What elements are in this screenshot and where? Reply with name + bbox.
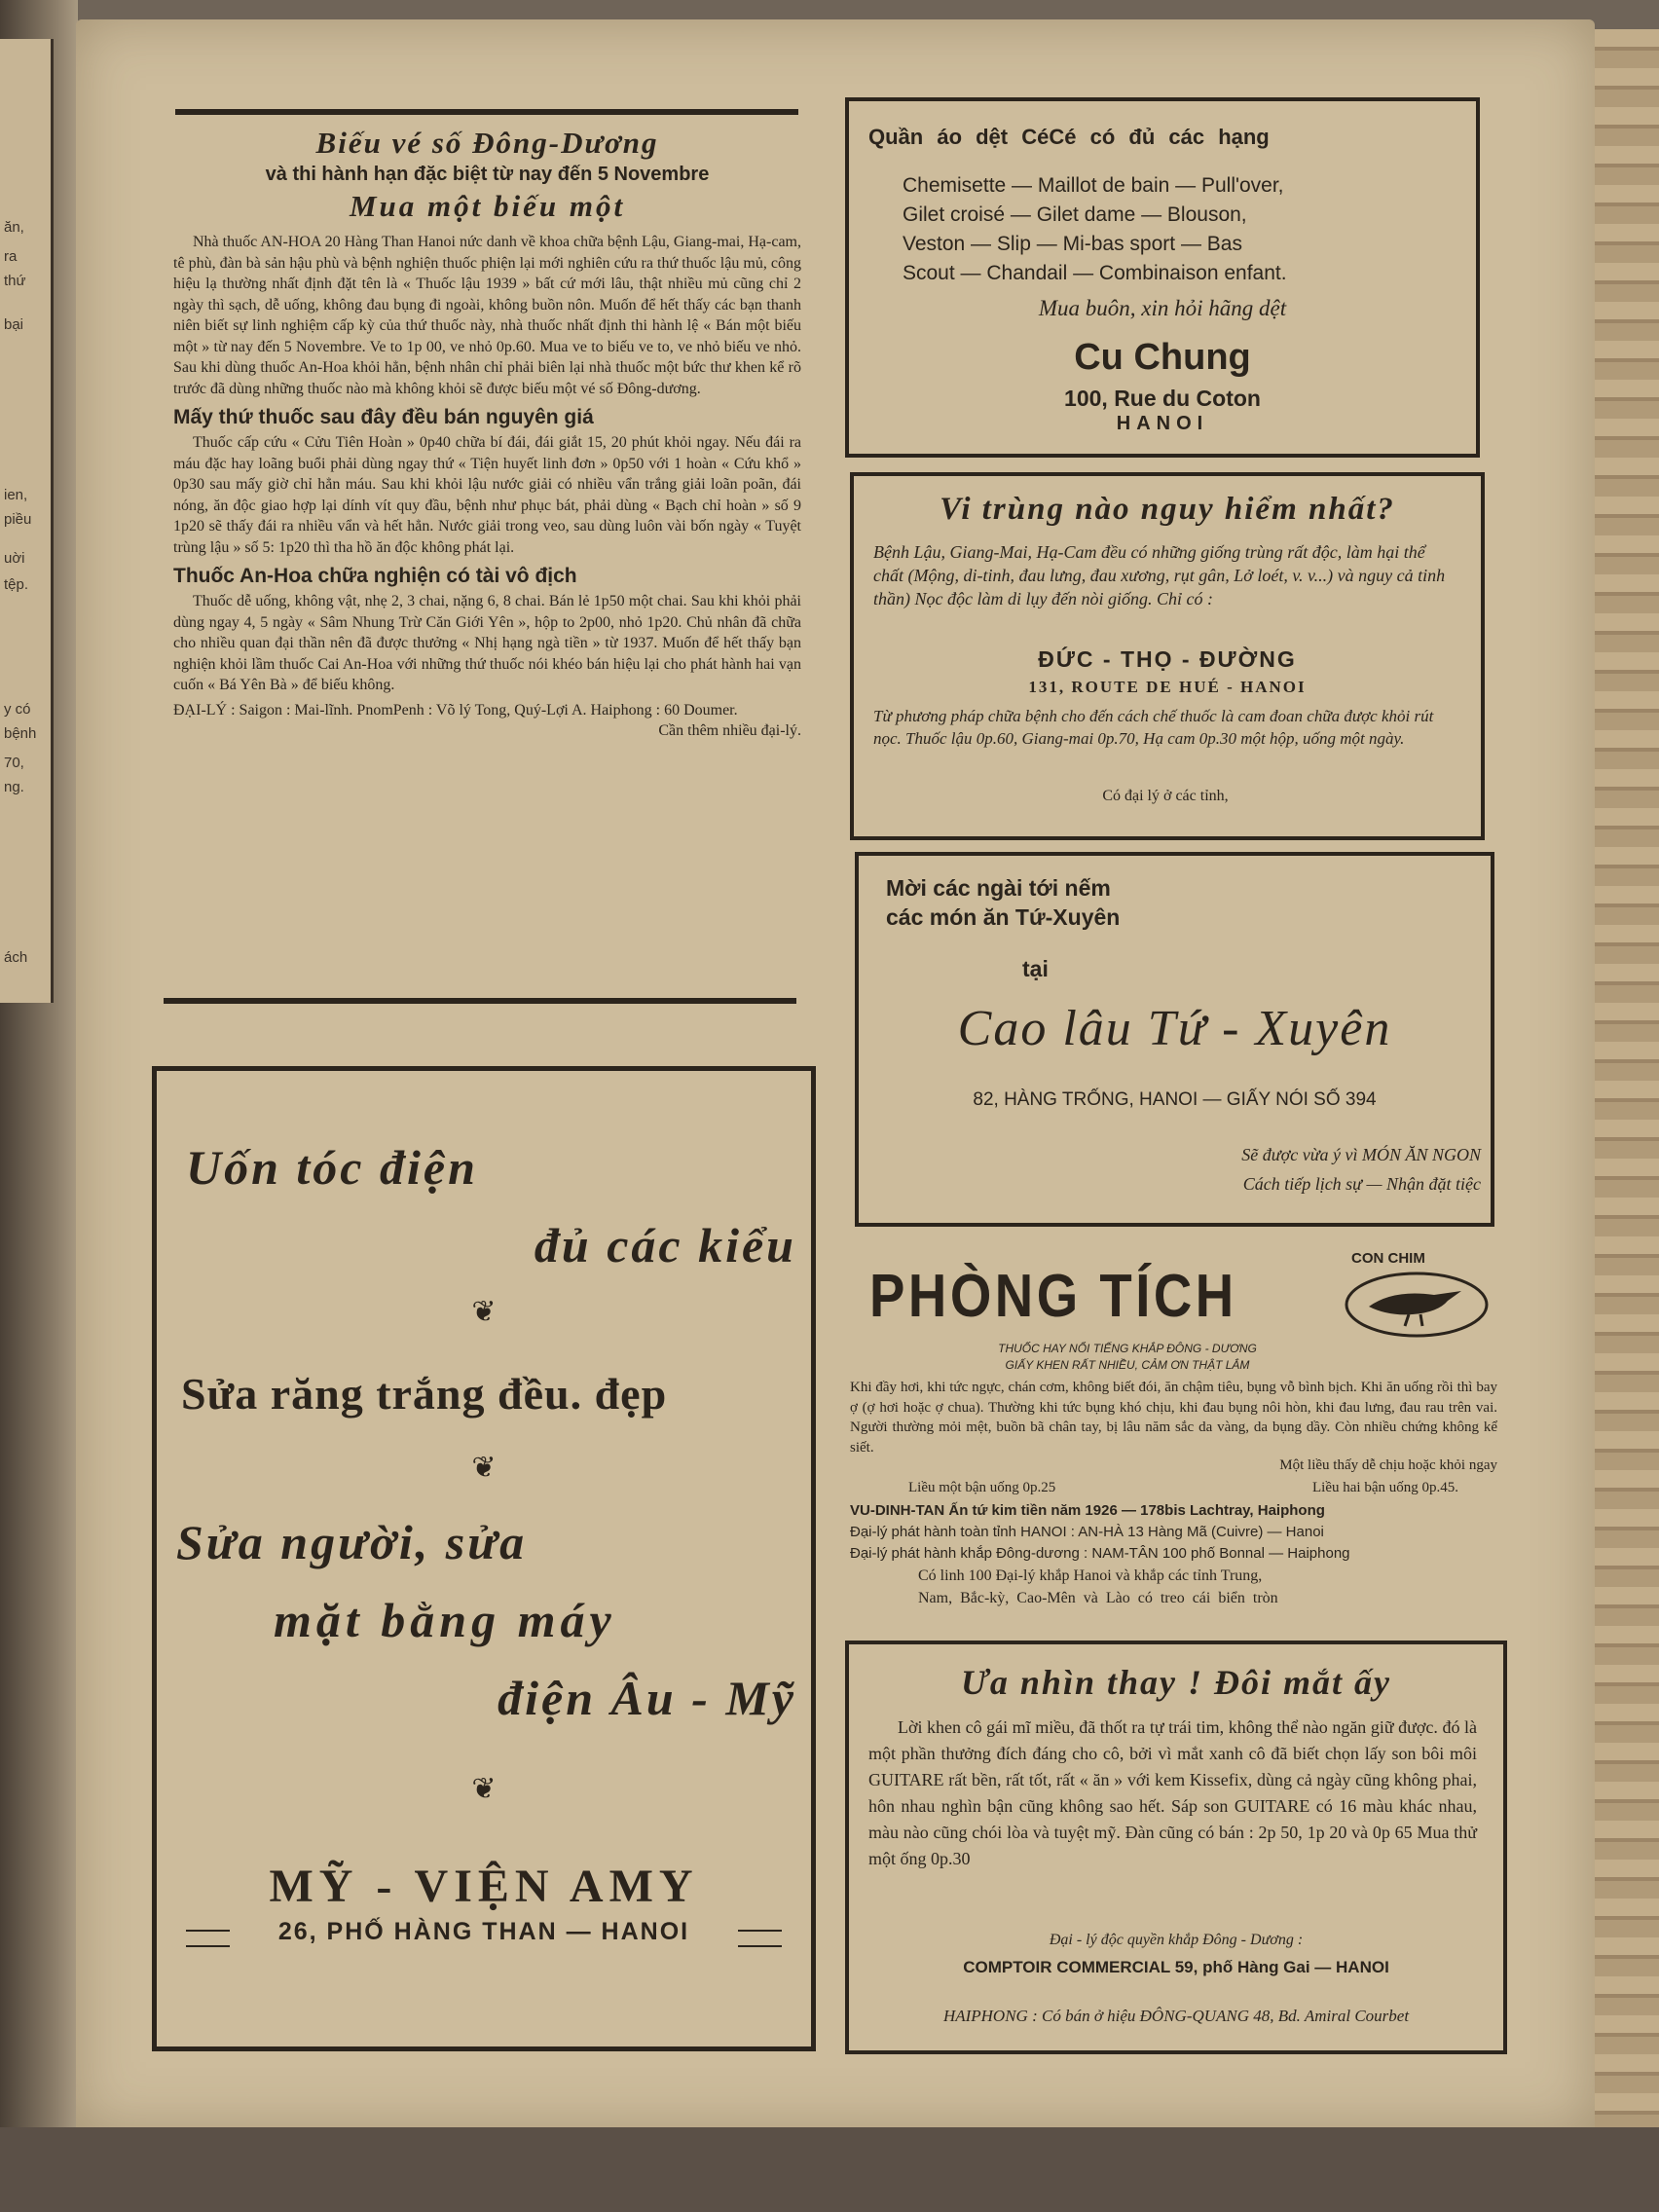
- ad-bieu-ve: [173, 125, 801, 742]
- ad-line: Uốn tóc điện: [186, 1140, 478, 1195]
- left-page-edge: [0, 39, 54, 1003]
- product-line: Chemisette — Maillot de bain — Pull'over,: [903, 174, 1284, 197]
- ad-tagline: Mua buôn, xin hỏi hãng dệt: [1038, 296, 1287, 320]
- ad-headline: Quần áo dệt CéCé có đủ các hạng: [868, 125, 1270, 149]
- ad-guitare: [845, 1641, 1507, 2054]
- ad-footer: Có đại lý ở các tỉnh,: [1102, 788, 1229, 804]
- ad-my-vien: [152, 1066, 816, 2051]
- book-bottom-edge: [0, 2127, 1659, 2212]
- agent-line: Đại-lý phát hành khắp Đông-dương : NAM-TÂN 100 phố Bonnal — Haiphong: [850, 1545, 1350, 1562]
- section-body: Thuốc dễ uống, không vật, nhẹ 2, 3 chai, nặng 6, 8 chai. Bán lẻ 1p50 một chai. Sau khi khỏi phải dùng ngay 4, 5 ngày « Sâm Nhung Trừ Căn Giới Yên », hộp to 2p00, nhỏ 1p20. Chủ nhân đã chữa cho nhiều quan đại thần nên đã được thưởng « Nhị hạng ngà tiền » từ 1937. Muốn để hết thấy bạn nghiện khỏi lầm thuốc Cai An-Hoa với những thứ thuốc nói khéo bán hiệu lại cho phát hành hai vạn cuốn « Bá Yên Bà » để biếu không.: [173, 593, 801, 693]
- section-body: Thuốc cấp cứu « Cửu Tiên Hoàn » 0p40 chữa bí đái, đái giắt 15, 20 phút khỏi ngay. Nếu đái ra máu đặc hay loãng buổi phải dùng ngay thứ « Tiện huyết linh đơn » 0p50 với 1 hoàn « Cứu khổ » 0p30 sau mấy giờ chỉ hẳn máu. Sau khi khỏi lậu nước giải có nhiều vẩn trắng giải loãn poãn, đái nóng, ăn độc giao hợp lại dính vít quy đầu, bệnh như phục bát, phải dùng « Bạch chỉ hoàn » số 9 1p20 sẽ thấy đái ra nhiều vẩn và hết hẳn. Nước giải trong veo, sau dùng luôn vài bốn ngày « Tuyệt trùng lậu » số 5: 1p20 thì tha hồ ăn độc không phát lại.: [173, 434, 801, 556]
- left-fragment: bại: [4, 316, 24, 333]
- price-line: Liều một bận uống 0p.25: [908, 1480, 1056, 1495]
- left-fragment: tệp.: [4, 576, 29, 593]
- ad-title: Biếu vé số Đông-Dương: [315, 126, 659, 160]
- ad-brand: PHÒNG TÍCH: [869, 1263, 1237, 1330]
- ad-phong-tich: [850, 1227, 1497, 1645]
- ad-body: Từ phương pháp chữa bệnh cho đến cách chế thuốc là cam đoan chữa được khỏi rút nọc. Thuốc lậu 0p.60, Giang-mai 0p.70, Hạ cam 0p.30 một hộp, uống một ngày.: [873, 707, 1434, 748]
- ad-title: Vi trùng nào nguy hiểm nhất?: [940, 492, 1395, 527]
- ad-subline: THUỐC HAY NỔI TIẾNG KHẮP ĐÔNG - DƯƠNG: [998, 1342, 1257, 1355]
- ad-slogan: Sẽ được vừa ý vì MÓN ĂN NGON: [1241, 1145, 1481, 1164]
- left-fragment: 70,: [4, 755, 24, 771]
- ad-body-right: Một liều thấy dễ chịu hoặc khỏi ngay: [1279, 1457, 1497, 1473]
- left-fragment: ra: [4, 248, 18, 265]
- decorative-lines: [738, 1930, 782, 1947]
- ad-address: 131, ROUTE DE HUÉ - HANOI: [1028, 678, 1307, 696]
- ad-line: mặt bằng máy: [274, 1593, 616, 1647]
- left-fragment: uời: [4, 550, 25, 567]
- ad-intro: Mời các ngài tới nếm: [886, 875, 1111, 901]
- product-line: Scout — Chandail — Combinaison enfant.: [903, 262, 1287, 284]
- product-line: Veston — Slip — Mi-bas sport — Bas: [903, 233, 1242, 255]
- agent-line: Đại-lý phát hành toàn tỉnh HANOI : AN-HÀ 13 Hàng Mã (Cuivre) — Hanoi: [850, 1524, 1324, 1540]
- top-rule: [175, 109, 798, 115]
- section-title: Mấy thứ thuốc sau đây đều bán nguyên giá: [173, 406, 594, 428]
- logo-label: CON CHIM: [1351, 1250, 1425, 1267]
- ad-cu-chung: [845, 97, 1480, 458]
- left-fragment: ăn,: [4, 219, 24, 236]
- ad-line: điện Âu - Mỹ: [498, 1671, 796, 1725]
- haiphong-line: HAIPHONG : Có bán ở hiệu ĐÔNG-QUANG 48, Bd. Amiral Courbet: [942, 2007, 1410, 2025]
- ad-body: Bệnh Lậu, Giang-Mai, Hạ-Cam đều có những giống trùng rất độc, làm hại thể chất (Mộng, di-tinh, đau lưng, đau xương, rụt gân, Lở loét, v. v...) và nguy cả tinh thần) Nọc độc làm di lụy đến nòi giống. Chỉ có :: [873, 542, 1446, 608]
- ad-body: Nhà thuốc AN-HOA 20 Hàng Than Hanoi nức danh về khoa chữa bệnh Lậu, Giang-mai, Hạ-cam, tê phù, đàn bà sản hậu phù và bệnh nghiện thuốc phiện lại mới nghiên cứu ra thứ thuốc lậu mủ, công hiệu lạ thường nhất định đặt tên là « Thuốc lậu 1939 » bất cứ mới lâu, thật nhiều mủ cũng chỉ 2 ngày thì sạch, dễ uống, không đau bụng đi ngoài, không buồn nôn. Muốn để hết thấy các bạn thanh niên biết sự linh nghiệm cấp kỳ của thứ thuốc này, nhà thuốc nhất định thi hành lệ « Bán một biếu một » từ nay đến 5 Novembre. Ve to 1p 00, ve nhỏ 0p.60. Mua ve to biếu ve to, ve nhỏ biếu ve nhỏ. Sau khi dùng thuốc An-Hoa khỏi hẳn, bệnh nhân chỉ phải biên lại nhà thuốc một bức thư khen kể rõ trước đã dùng những thuốc nào mà không khỏi sẽ được biếu một vé số Đông-dương.: [173, 234, 801, 397]
- ad-brand: Cu Chung: [1074, 337, 1251, 378]
- leaf-ornament-icon: ❦: [471, 1452, 497, 1484]
- leaf-ornament-icon: ❦: [471, 1773, 497, 1805]
- ad-body: Khi đầy hơi, khi tức ngực, chán cơm, không biết đói, ăn chậm tiêu, bụng vỗ bình bịch. Khi ăn uống rồi thì bay ợ (ợ hơi hoặc ợ chua). Thường khi tức bụng khó chịu, khi đau bụng nôi hòn, khi đau lưng, đau rau trên vai. Người thường mỏi mệt, buồn bã chân tay, bị lâu năm sắc da vàng, da bụng dầy. Còn nhiều chứng không kể siết.: [850, 1380, 1497, 1456]
- ad-address: 26, PHỐ HÀNG THAN — HANOI: [277, 1918, 690, 1945]
- left-fragment: ách: [4, 949, 28, 966]
- ad-city: HANOI: [1116, 413, 1209, 434]
- left-fragment: piều: [4, 511, 32, 528]
- ad-address: 82, HÀNG TRỐNG, HANOI — GIẤY NÓI SỐ 394: [973, 1089, 1377, 1110]
- ad-subtitle: và thi hành hạn đặc biệt từ nay đến 5 Novembre: [265, 164, 710, 185]
- ad-line: đủ các kiểu: [534, 1218, 796, 1272]
- left-fragment: ien,: [4, 487, 28, 503]
- agent-line: Nam, Bắc-kỳ, Cao-Mên và Lào có treo cái biển tròn: [918, 1590, 1278, 1606]
- agent-line: COMPTOIR COMMERCIAL 59, phố Hàng Gai — HANOI: [963, 1958, 1389, 1976]
- ad-title: Ưa nhìn thay ! Đôi mắt ấy: [961, 1663, 1391, 1702]
- ad-brand: ĐỨC - THỌ - ĐƯỜNG: [1038, 646, 1297, 672]
- maker-line: VU-DINH-TAN Ấn tứ kim tiền năm 1926 — 178bis Lachtray, Haiphong: [850, 1502, 1325, 1519]
- product-line: Gilet croisé — Gilet dame — Blouson,: [903, 203, 1247, 226]
- ad-line: Sửa răng trắng đều. đẹp: [181, 1369, 668, 1419]
- ad-duc-tho: [850, 472, 1485, 840]
- ad-brand: MỸ - VIỆN AMY: [269, 1861, 699, 1912]
- left-fragment: y có: [4, 701, 31, 718]
- agents-line: Cần thêm nhiều đại-lý.: [658, 722, 801, 739]
- bird-logo-icon: [1345, 1272, 1489, 1338]
- newspaper-page: [76, 19, 1595, 2132]
- ad-slogan: Cách tiếp lịch sự — Nhận đặt tiệc: [1242, 1174, 1481, 1194]
- section-title: Thuốc An-Hoa chữa nghiện có tài vô địch: [173, 565, 577, 587]
- ad-address: 100, Rue du Coton: [1064, 386, 1261, 411]
- leaf-ornament-icon: ❦: [471, 1296, 497, 1328]
- ad-line: Sửa người, sửa: [176, 1515, 528, 1569]
- agent-line: Có linh 100 Đại-lý khắp Hanoi và khắp các tỉnh Trung,: [918, 1567, 1263, 1584]
- ad-subline: GIẤY KHEN RẤT NHIỀU, CẢM ƠN THẬT LẮM: [1005, 1358, 1250, 1372]
- bottom-rule: [164, 998, 796, 1004]
- ad-body: Lời khen cô gái mĩ miều, đã thốt ra tự trái tim, không thể nào ngăn giữ được. đó là một phần thưởng đích đáng cho cô, bởi vì mắt xanh cô đã biết chọn lấy son bôi môi GUITARE rất bền, rất tốt, rất « ăn » với kem Kissefix, dùng cả ngày cũng không phai, hôn nhau nghìn bận cũng không sao hết. Sáp son GUITARE có 16 màu khác nhau, màu nào cũng chói lòa và tuyệt mỹ. Đàn cũng có bán : 2p 50, 1p 20 và 0p 65 Mua thử một ống 0p.30: [868, 1717, 1477, 1868]
- ad-intro: tại: [1022, 956, 1049, 981]
- price-line: Liều hai bận uống 0p.45.: [1312, 1480, 1458, 1495]
- ad-cao-lau: [855, 852, 1494, 1227]
- agent-label: Đại - lý độc quyền khắp Đông - Dương :: [1049, 1932, 1304, 1948]
- left-fragment: ng.: [4, 779, 24, 795]
- agents-line: ĐẠI-LÝ : Saigon : Mai-lĩnh. PnomPenh : Võ lý Tong, Quý-Lợi A. Haiphong : 60 Doumer.: [173, 701, 738, 719]
- ad-brand: Cao lâu Tứ - Xuyên: [957, 1001, 1392, 1056]
- ad-tagline: Mua một biếu một: [349, 189, 626, 223]
- ad-intro: các món ăn Tứ-Xuyên: [886, 904, 1121, 930]
- left-fragment: thứ: [4, 273, 26, 289]
- left-fragment: bệnh: [4, 725, 37, 742]
